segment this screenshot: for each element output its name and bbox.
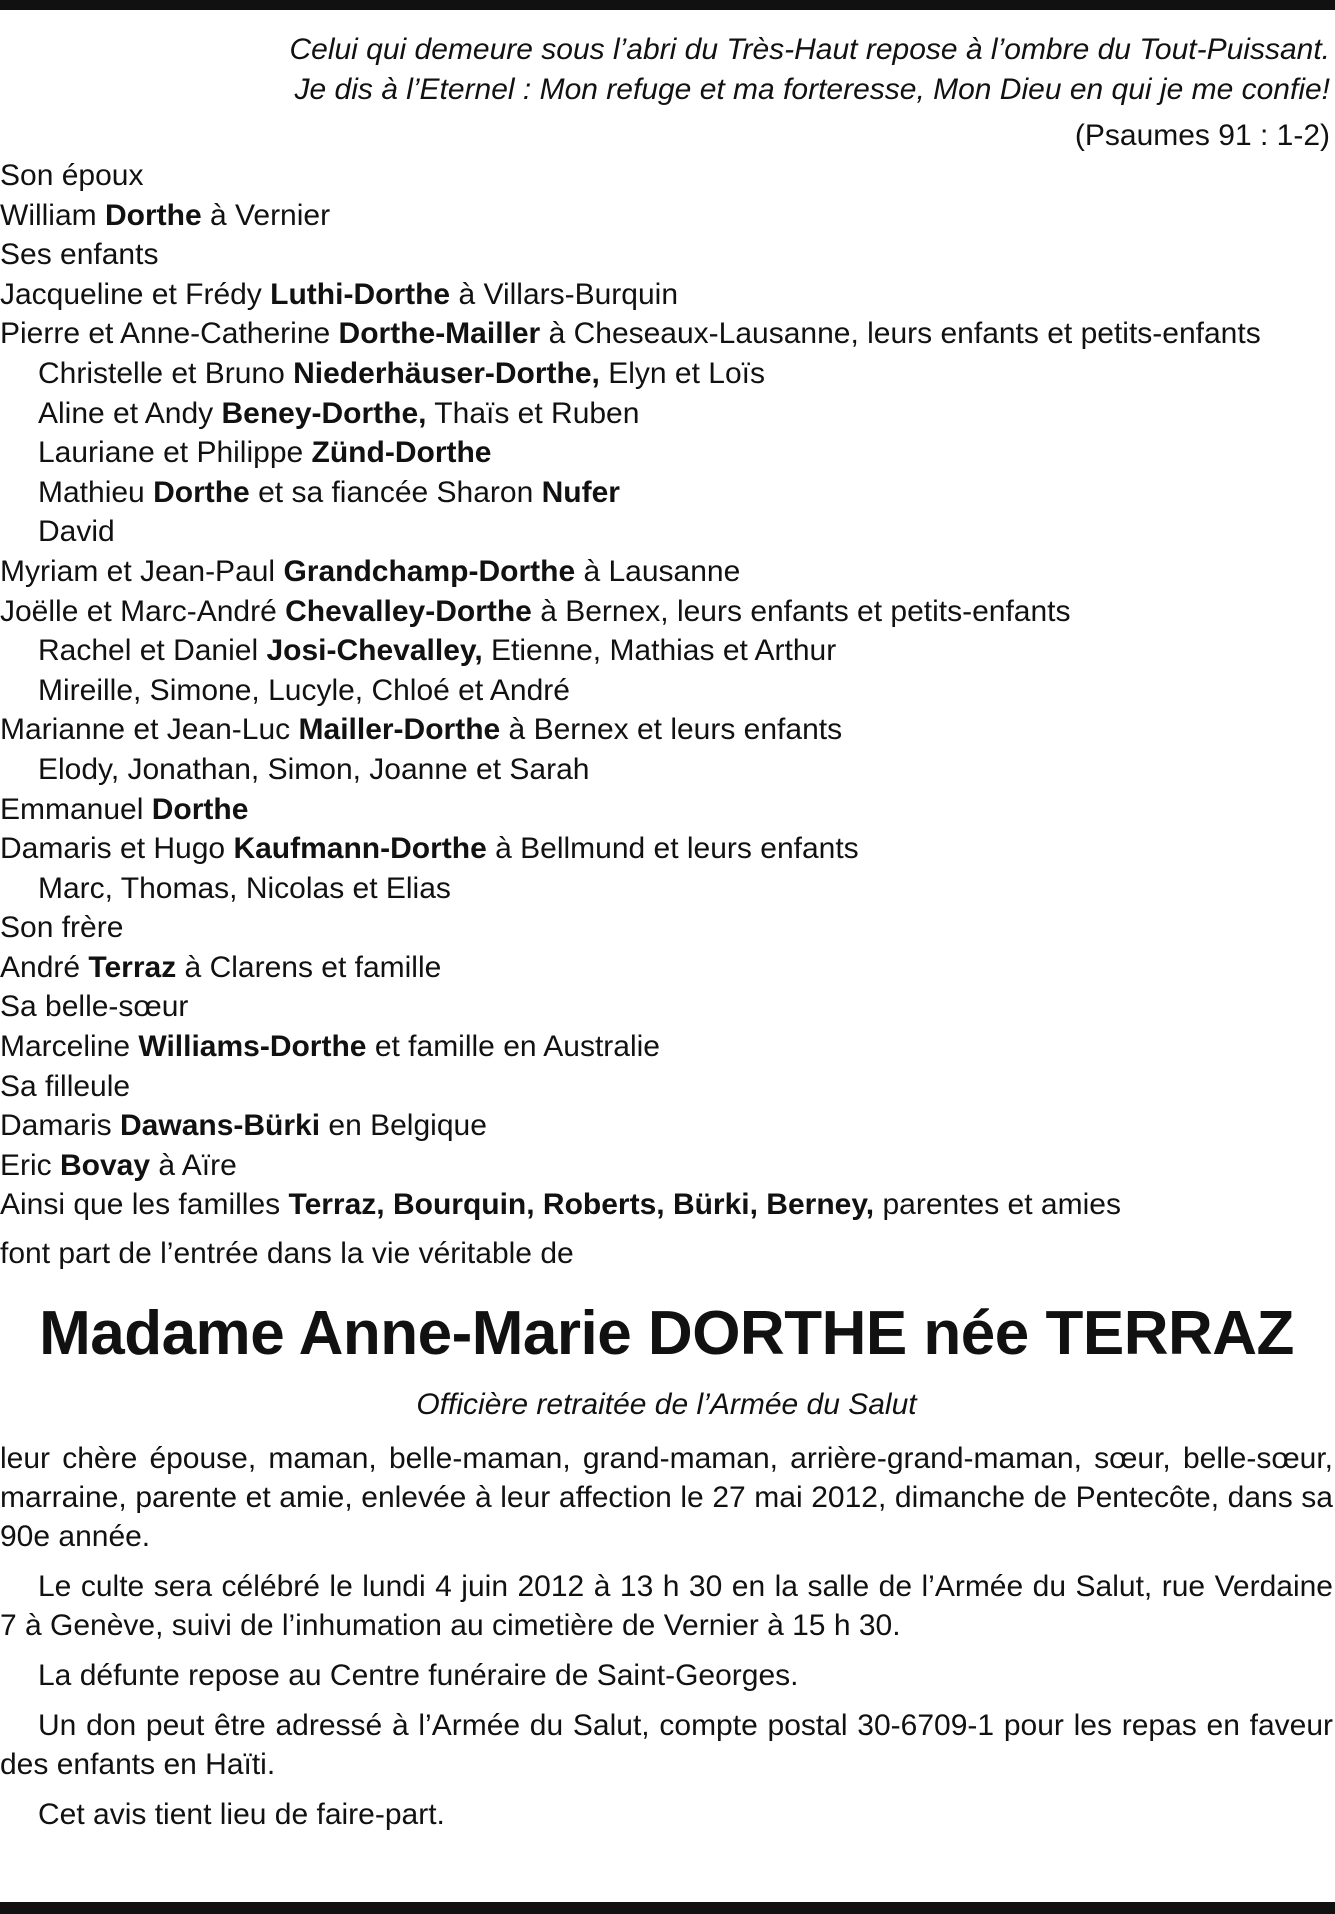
family-text: Marc, Thomas, Nicolas et Elias	[38, 871, 451, 905]
family-surname: Dorthe	[151, 792, 249, 826]
family-surname: Beney-Dorthe,	[221, 396, 427, 430]
family-surname: Dorthe-Mailler	[338, 317, 541, 351]
paragraph: Cet avis tient lieu de faire-part.	[38, 1798, 445, 1832]
family-line	[0, 394, 1333, 434]
family-line	[0, 948, 1333, 988]
family-text: à Cheseaux-Lausanne, leurs enfants et petits-enfants	[540, 317, 1261, 351]
family-text: Damaris et Hugo	[0, 832, 234, 866]
family-text: et famille en Australie	[366, 1030, 660, 1064]
family-text: Marceline	[0, 1030, 139, 1064]
obituary-notice	[0, 30, 1333, 1834]
family-text: Lauriane et Philippe	[38, 436, 312, 470]
family-surname: Kaufmann-Dorthe	[233, 832, 487, 866]
family-line	[0, 354, 1333, 394]
announcement-intro: font part de l’entrée dans la vie véritable de	[0, 1237, 574, 1271]
family-surname: Terraz	[88, 950, 177, 984]
family-line	[0, 235, 1333, 275]
family-text: Rachel et Daniel	[38, 634, 267, 668]
paragraph: leur chère épouse, maman, belle-maman, grand-maman, arrière-grand-maman, sœur, belle-sœur, marraine, parente et amie, enlevée à leur affection le 27 mai 2012, dimanche de Pentecôte, dans sa 90e année.	[0, 1442, 1333, 1554]
family-text: à Aïre	[150, 1148, 237, 1182]
family-text: Mathieu	[38, 475, 154, 509]
family-text: David	[38, 515, 115, 549]
family-line	[0, 1067, 1333, 1107]
family-text: André	[0, 950, 89, 984]
family-text: à Bernex et leurs enfants	[500, 713, 843, 747]
family-text: à Clarens et famille	[176, 950, 442, 984]
family-surname: Terraz, Bourquin, Roberts, Bürki, Berney,	[288, 1188, 875, 1222]
epigraph-line: Je dis à l’Eternel : Mon refuge et ma forteresse, Mon Dieu en qui je me confie!	[294, 73, 1330, 106]
family-text: parentes et amies	[874, 1188, 1121, 1222]
family-line	[0, 433, 1333, 473]
family-text: et sa fiancée Sharon	[249, 475, 542, 509]
paragraph: La défunte repose au Centre funéraire de Saint-Georges.	[38, 1659, 799, 1693]
family-text: à Vernier	[201, 198, 331, 232]
family-text: Pierre et Anne-Catherine	[0, 317, 339, 351]
family-line	[0, 987, 1333, 1027]
paragraph: Un don peut être adressé à l’Armée du Salut, compte postal 30-6709-1 pour les repas en faveur des enfants en Haïti.	[0, 1709, 1333, 1782]
family-surname: Mailler-Dorthe	[298, 713, 501, 747]
family-surname: Niederhäuser-Dorthe,	[293, 356, 600, 390]
family-surname: Chevalley-Dorthe	[285, 594, 532, 628]
family-text: à Villars-Burquin	[450, 277, 679, 311]
family-surname: Dorthe	[105, 198, 202, 232]
family-surname: Nufer	[541, 475, 620, 509]
family-surname: Grandchamp-Dorthe	[283, 554, 576, 588]
family-line	[0, 592, 1333, 632]
family-line	[0, 275, 1333, 315]
epigraph-line: Celui qui demeure sous l’abri du Très-Haut repose à l’ombre du Tout-Puissant.	[289, 33, 1330, 66]
family-text: à Bellmund et leurs enfants	[486, 832, 859, 866]
family-list	[0, 156, 1333, 1225]
family-line	[0, 156, 1333, 196]
epigraph	[0, 30, 1333, 110]
family-line	[0, 1146, 1333, 1186]
family-line	[0, 196, 1333, 236]
family-line	[0, 512, 1333, 552]
family-text: Sa filleule	[0, 1069, 131, 1103]
family-line	[0, 710, 1333, 750]
family-text: Jacqueline et Frédy	[0, 277, 271, 311]
family-text: Aline et Andy	[38, 396, 222, 430]
family-text: Christelle et Bruno	[38, 356, 294, 390]
family-text: Ses enfants	[0, 238, 159, 272]
top-rule	[0, 0, 1335, 10]
paragraph: Le culte sera célébré le lundi 4 juin 2012 à 13 h 30 en la salle de l’Armée du Salut, rue Verdaine 7 à Genève, suivi de l’inhumation au cimetière de Vernier à 15 h 30.	[0, 1570, 1333, 1643]
family-surname: Bovay	[60, 1148, 151, 1182]
deceased-title: Officière retraitée de l’Armée du Salut	[416, 1388, 917, 1422]
family-line	[0, 1185, 1333, 1225]
family-text: à Lausanne	[575, 554, 741, 588]
family-text: Elyn et Loïs	[599, 356, 765, 390]
family-line	[0, 790, 1333, 830]
family-text: Emmanuel	[0, 792, 152, 826]
family-line	[0, 671, 1333, 711]
family-text: Myriam et Jean-Paul	[0, 554, 284, 588]
family-text: Etienne, Mathias et Arthur	[482, 634, 837, 668]
family-line	[0, 750, 1333, 790]
family-text: Mireille, Simone, Lucyle, Chloé et André	[38, 673, 570, 707]
family-text: Thaïs et Ruben	[426, 396, 640, 430]
family-line	[0, 473, 1333, 513]
family-surname: Dawans-Bürki	[120, 1109, 321, 1143]
family-line	[0, 552, 1333, 592]
family-text: en Belgique	[320, 1109, 487, 1143]
family-text: Son frère	[0, 911, 124, 945]
family-text: Sa belle-sœur	[0, 990, 189, 1024]
bottom-rule	[0, 1902, 1335, 1914]
family-text: à Bernex, leurs enfants et petits-enfants	[531, 594, 1071, 628]
family-surname: Williams-Dorthe	[138, 1030, 367, 1064]
family-line	[0, 631, 1333, 671]
family-line	[0, 1027, 1333, 1067]
family-line	[0, 869, 1333, 909]
family-line	[0, 1106, 1333, 1146]
family-surname: Zünd-Dorthe	[311, 436, 492, 470]
family-text: Damaris	[0, 1109, 121, 1143]
family-text: Son époux	[0, 159, 144, 192]
family-text: Joëlle et Marc-André	[0, 594, 286, 628]
family-line	[0, 908, 1333, 948]
family-line	[0, 829, 1333, 869]
family-surname: Dorthe	[153, 475, 250, 509]
family-text: Marianne et Jean-Luc	[0, 713, 299, 747]
family-text: Eric	[0, 1148, 60, 1182]
family-surname: Josi-Chevalley,	[266, 634, 483, 668]
family-text: Ainsi que les familles	[0, 1188, 289, 1222]
epigraph-reference: (Psaumes 91 : 1-2)	[1074, 119, 1330, 152]
family-surname: Luthi-Dorthe	[270, 277, 451, 311]
family-text: Elody, Jonathan, Simon, Joanne et Sarah	[38, 752, 590, 786]
family-text: William	[0, 198, 105, 232]
deceased-name: Madame Anne-Marie DORTHE née TERRAZ	[39, 1299, 1294, 1369]
family-line	[0, 314, 1333, 354]
